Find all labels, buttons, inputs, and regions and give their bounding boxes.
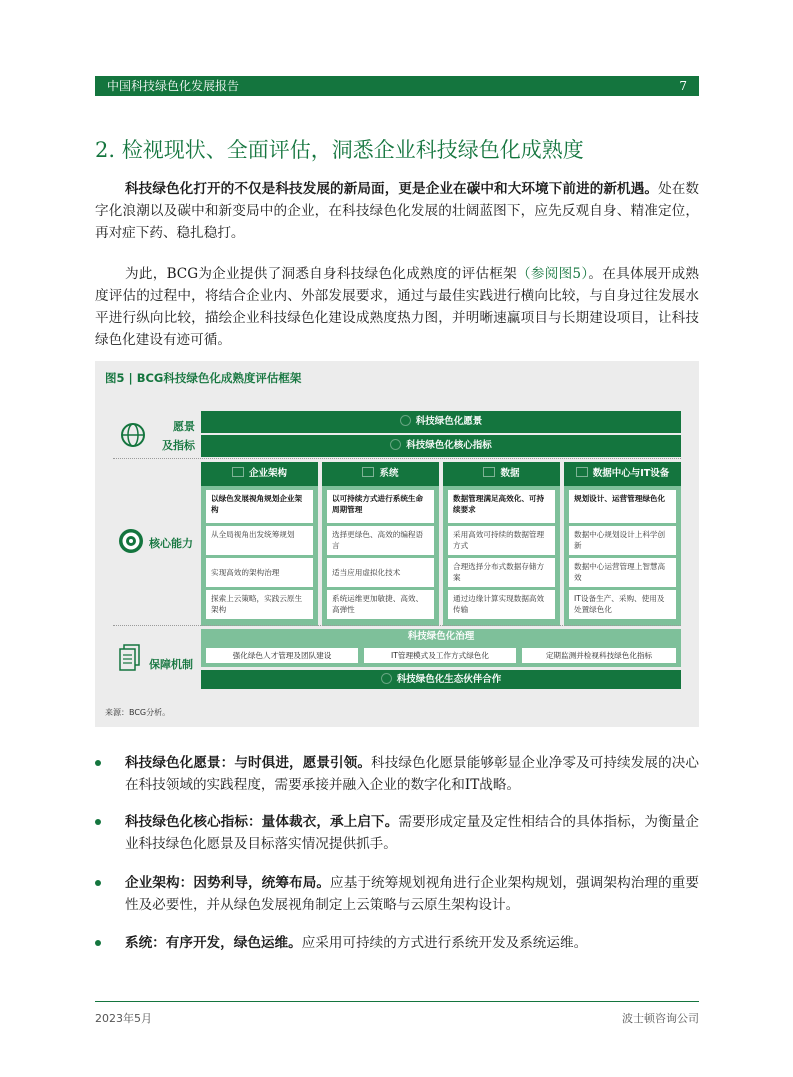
column-architecture xyxy=(201,462,318,626)
bullet-text xyxy=(125,811,699,855)
bullet-item xyxy=(95,872,699,916)
system-icon xyxy=(362,467,374,477)
column-head xyxy=(564,462,681,486)
row-label-vision: 愿景 xyxy=(173,420,195,433)
footer-company: 波士顿咨询公司 xyxy=(622,1012,699,1025)
column-cell: 规划设计、运营管理绿色化 xyxy=(569,490,676,523)
bullet-dot xyxy=(95,940,101,946)
architecture-icon xyxy=(232,467,244,477)
column-cell: 探索上云策略，实践云原生架构 xyxy=(206,590,313,619)
column-cell: 数据中心规划设计上科学创新 xyxy=(569,526,676,555)
section-title: 2. 检视现状、全面评估，洞悉企业科技绿色化成熟度 xyxy=(95,138,584,162)
framework-text-after: 。在具体展开成熟度评估的过程中，将结合企业内、外部发展要求，通过与最佳实践进行横向比较，与自身过往发展水平进行纵向比较，描绘企业科技绿色化建设成熟度热力图，并明晰速赢项目与长期建设项目，让科技绿色化建设有迹可循。 xyxy=(95,266,699,348)
column-datacenter xyxy=(564,462,681,626)
row-label-capability: 核心能力 xyxy=(149,537,193,550)
footer-date: 2023年5月 xyxy=(95,1012,152,1025)
column-head xyxy=(201,462,318,486)
bullet-body: 应基于统筹规划视角进行企业架构规划，强调架构治理的重要性及必要性，并从绿色发展视角制定上云策略与云原生架构设计。 xyxy=(125,875,700,913)
bullet-text xyxy=(125,752,699,796)
bullet-dot xyxy=(95,819,101,825)
governance-item: IT管理模式及工作方式绿色化 xyxy=(364,648,516,663)
column-system xyxy=(322,462,439,626)
ecosystem-bar xyxy=(201,670,681,689)
divider xyxy=(113,458,681,459)
figure-maturity-framework xyxy=(95,361,699,727)
column-cell: 采用高效可持续的数据管理方式 xyxy=(448,526,555,555)
column-head-label: 系统 xyxy=(379,468,399,479)
bullet-body: 需要形成定量及定性相结合的具体指标，为衡量企业科技绿色化愿景及目标落实情况提供抓手。 xyxy=(125,814,700,852)
vision-bar xyxy=(201,411,681,433)
bullet-text xyxy=(125,872,699,916)
bullseye-icon xyxy=(117,527,145,559)
bullet-item xyxy=(95,811,699,855)
column-cell: 系统运维更加敏捷、高效、高弹性 xyxy=(327,590,434,619)
intro-bold-lead: 科技绿色化打开的不仅是科技发展的新局面，更是企业在碳中和大环境下前进的新机遇。 xyxy=(125,181,659,197)
running-header xyxy=(95,76,699,96)
divider xyxy=(113,625,681,626)
bullet-lead: 系统：有序开发，绿色运维。 xyxy=(125,935,302,951)
bullet-item xyxy=(95,932,699,954)
target-globe-icon xyxy=(119,421,147,453)
bullet-lead: 企业架构：因势利导，统筹布局。 xyxy=(125,875,331,891)
page-number: 7 xyxy=(679,79,687,93)
governance-item: 强化绿色人才管理及团队建设 xyxy=(206,648,358,663)
column-cell: 适当应用虚拟化技术 xyxy=(327,558,434,587)
figure-source: 来源：BCG分析。 xyxy=(105,708,171,717)
framework-text-before: 为此，BCG为企业提供了洞悉自身科技绿色化成熟度的评估框架 xyxy=(125,266,518,282)
ecosystem-bar-label: 科技绿色化生态伙伴合作 xyxy=(396,674,502,685)
column-cell: 从全局视角出发统筹规划 xyxy=(206,526,313,555)
column-head-label: 数据 xyxy=(500,468,520,479)
bullet-body: 应采用可持续的方式进行系统开发及系统运维。 xyxy=(301,935,588,951)
bullet-lead: 科技绿色化核心指标：量体裁衣，承上启下。 xyxy=(125,814,399,830)
bullet-lead: 科技绿色化愿景：与时俱进，愿景引领。 xyxy=(125,755,372,771)
column-cell: 实现高效的架构治理 xyxy=(206,558,313,587)
column-cell: 以可持续方式进行系统生命周期管理 xyxy=(327,490,434,523)
row-label-indicators: 及指标 xyxy=(162,439,195,452)
column-head-label: 数据中心与IT设备 xyxy=(592,468,670,479)
column-data xyxy=(443,462,560,626)
bullet-body: 科技绿色化愿景能够彰显企业净零及可持续发展的决心在科技领域的实践程度，需要承接并融入企业的数字化和IT战略。 xyxy=(125,755,699,793)
gauge-icon xyxy=(390,439,401,450)
governance-label: 科技绿色化治理 xyxy=(407,631,475,642)
bullet-dot xyxy=(95,760,101,766)
column-cell: 选择更绿色、高效的编程语言 xyxy=(327,526,434,555)
governance-block xyxy=(201,629,681,667)
bullet-dot xyxy=(95,880,101,886)
row-label-mechanism: 保障机制 xyxy=(149,658,193,671)
column-cell: 通过边缘计算实现数据高效传输 xyxy=(448,590,555,619)
document-stack-icon xyxy=(119,644,141,676)
column-head-label: 企业架构 xyxy=(248,468,287,479)
server-icon xyxy=(576,467,588,477)
column-head xyxy=(443,462,560,486)
column-cell: 数据中心运营管理上智慧高效 xyxy=(569,558,676,587)
governance-head xyxy=(201,629,681,644)
column-cell: 以绿色发展视角规划企业架构 xyxy=(206,490,313,523)
bullet-text xyxy=(125,932,699,954)
figure-title: 图5 | BCG科技绿色化成熟度评估框架 xyxy=(105,371,302,385)
indicator-bar-label: 科技绿色化核心指标 xyxy=(406,440,492,451)
leaf-icon xyxy=(400,415,411,426)
header-title: 中国科技绿色化发展报告 xyxy=(107,79,240,93)
intro-rest: 处在数字化浪潮以及碳中和新变局中的企业，在科技绿色化发展的壮阔蓝图下，应先反观自身、精准定位，再对症下药、稳扎稳打。 xyxy=(95,181,700,241)
column-cell: 合理选择分布式数据存储方案 xyxy=(448,558,555,587)
handshake-icon xyxy=(381,673,392,684)
column-cell: 数据管理满足高效化、可持续要求 xyxy=(448,490,555,523)
framework-paragraph xyxy=(95,263,699,351)
indicator-bar xyxy=(201,435,681,457)
column-cell: IT设备生产、采购、使用及处置绿色化 xyxy=(569,590,676,619)
figure-reference: （参阅图5） xyxy=(517,266,589,282)
governance-item: 定期监测并检视科技绿色化指标 xyxy=(522,648,676,663)
column-head xyxy=(322,462,439,486)
bullet-item xyxy=(95,752,699,796)
intro-paragraph xyxy=(95,178,699,244)
data-icon xyxy=(483,467,495,477)
vision-bar-label: 科技绿色化愿景 xyxy=(415,416,483,427)
footer-divider xyxy=(95,1001,699,1002)
